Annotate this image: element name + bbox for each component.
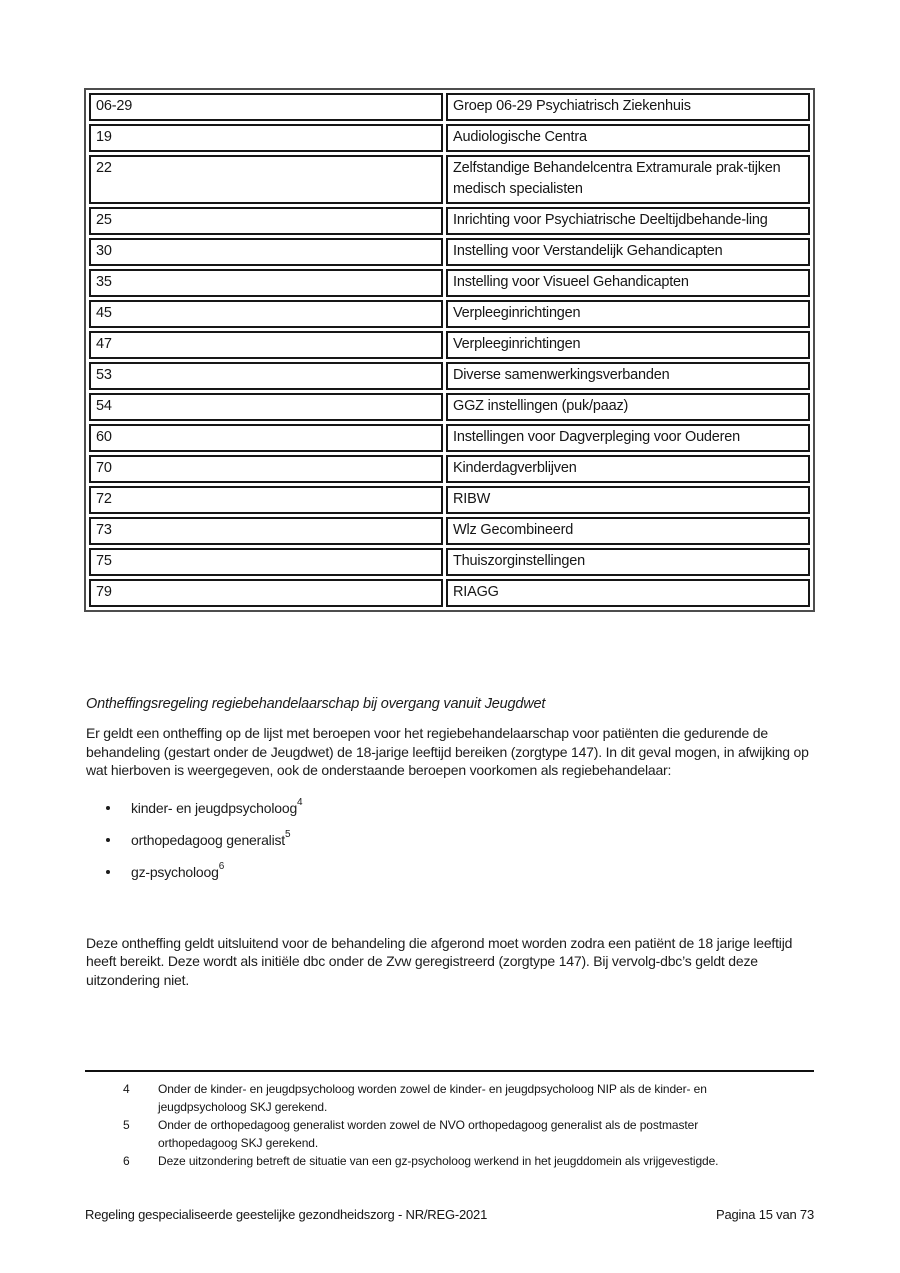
footnote-text: Deze uitzondering betreft de situatie van een gz-psycholoog werkend in het jeugddomein als vrijgevestigde.: [158, 1154, 719, 1168]
description-cell: Inrichting voor Psychiatrische Deeltijdbehande-ling: [446, 207, 810, 235]
code-cell: 45: [89, 300, 443, 328]
bullet-icon: [106, 870, 110, 874]
code-cell: 72: [89, 486, 443, 514]
table-row: [89, 579, 810, 607]
description-cell: Kinderdagverblijven: [446, 455, 810, 483]
profession-label: orthopedagoog generalist: [131, 831, 285, 848]
code-cell: 35: [89, 269, 443, 297]
code-cell: 60: [89, 424, 443, 452]
code-cell: 30: [89, 238, 443, 266]
footnote-item: [85, 1080, 814, 1116]
footnote-number: 5: [123, 1118, 130, 1132]
closing-paragraph: Deze ontheffing geldt uitsluitend voor de behandeling die afgerond moet worden zodra een patiënt de 18 jarige leeftijd heeft bereikt. Deze wordt als initiële dbc onder de Zvw geregistreerd (zorgtype 147). Bij vervolg-dbc’s geldt deze uitzondering niet.: [86, 934, 793, 988]
footnotes: [85, 1080, 814, 1170]
code-cell: 47: [89, 331, 443, 359]
profession-list-item: [86, 796, 826, 817]
code-cell: 73: [89, 517, 443, 545]
footnote-reference: 6: [218, 860, 225, 872]
table-row: [89, 362, 810, 390]
code-cell: 22: [89, 155, 443, 204]
profession-list-item: [86, 860, 826, 881]
profession-label: gz-psycholoog: [131, 863, 219, 880]
profession-label: kinder- en jeugdpsycholoog: [131, 799, 298, 816]
institution-codes-table: [84, 88, 815, 612]
code-cell: 75: [89, 548, 443, 576]
footnote-text: Onder de kinder- en jeugdpsycholoog worden zowel de kinder- en jeugdpsycholoog NIP als de kinder- en jeugdpsycholoog SKJ gerekend.: [158, 1082, 707, 1114]
description-cell: RIBW: [446, 486, 810, 514]
codes-table-body: [89, 93, 810, 607]
description-cell: Instelling voor Visueel Gehandicapten: [446, 269, 810, 297]
table-row: [89, 269, 810, 297]
code-cell: 79: [89, 579, 443, 607]
description-cell: GGZ instellingen (puk/paaz): [446, 393, 810, 421]
description-cell: Thuiszorginstellingen: [446, 548, 810, 576]
footnote-reference: 5: [285, 828, 291, 840]
table-row: [89, 124, 810, 152]
footnote-section: [85, 1070, 814, 1170]
footer-document-title: Regeling gespecialiseerde geestelijke gezondheidszorg - NR/REG-2021: [85, 1207, 488, 1222]
bullet-icon: [106, 806, 110, 810]
table-row: [89, 517, 810, 545]
description-cell: Diverse samenwerkingsverbanden: [446, 362, 810, 390]
code-cell: 53: [89, 362, 443, 390]
table-row: [89, 300, 810, 328]
description-cell: Zelfstandige Behandelcentra Extramurale prak-tijken medisch specialisten: [446, 155, 810, 204]
bullet-icon: [106, 838, 110, 842]
footnote-item: [85, 1152, 814, 1170]
description-cell: Wlz Gecombineerd: [446, 517, 810, 545]
code-cell: 06-29: [89, 93, 443, 121]
table-row: [89, 486, 810, 514]
professions-list: [86, 796, 826, 881]
profession-list-item: [86, 828, 826, 849]
ontheffing-section: [86, 696, 826, 989]
table-row: [89, 455, 810, 483]
description-cell: Instelling voor Verstandelijk Gehandicapten: [446, 238, 810, 266]
table-row: [89, 207, 810, 235]
table-row: [89, 331, 810, 359]
page-footer: [85, 1207, 814, 1222]
code-cell: 54: [89, 393, 443, 421]
table-row: [89, 393, 810, 421]
table-row: [89, 424, 810, 452]
description-cell: Audiologische Centra: [446, 124, 810, 152]
footnote-divider: [85, 1070, 814, 1072]
description-cell: Verpleeginrichtingen: [446, 300, 810, 328]
footer-page-number: Pagina 15 van 73: [716, 1207, 814, 1222]
intro-paragraph: Er geldt een ontheffing op de lijst met beroepen voor het regiebehandelaarschap voor patiënten die gedurende de behandeling (gestart onder de Jeugdwet) de 18-jarige leeftijd bereiken (zorgtype 147). In dit geval mogen, in afwijking op wat hierboven is weergegeven, ook de onderstaande beroepen voorkomen als regiebehandelaar:: [86, 725, 809, 778]
code-cell: 19: [89, 124, 443, 152]
footnote-number: 4: [123, 1082, 130, 1096]
section-heading: Ontheffingsregeling regiebehandelaarschap bij overgang vanuit Jeugdwet: [86, 696, 546, 712]
footnote-text: Onder de orthopedagoog generalist worden zowel de NVO orthopedagoog generalist als de postmaster orthopedagoog SKJ gerekend.: [158, 1118, 699, 1150]
footnote-item: [85, 1116, 814, 1152]
code-cell: 25: [89, 207, 443, 235]
table-row: [89, 238, 810, 266]
description-cell: RIAGG: [446, 579, 810, 607]
code-cell: 70: [89, 455, 443, 483]
footnote-number: 6: [123, 1154, 130, 1168]
description-cell: Verpleeginrichtingen: [446, 331, 810, 359]
table-row: [89, 548, 810, 576]
footnote-reference: 4: [297, 796, 303, 808]
table-row: [89, 155, 810, 204]
table-row: [89, 93, 810, 121]
description-cell: Groep 06-29 Psychiatrisch Ziekenhuis: [446, 93, 810, 121]
description-cell: Instellingen voor Dagverpleging voor Ouderen: [446, 424, 810, 452]
